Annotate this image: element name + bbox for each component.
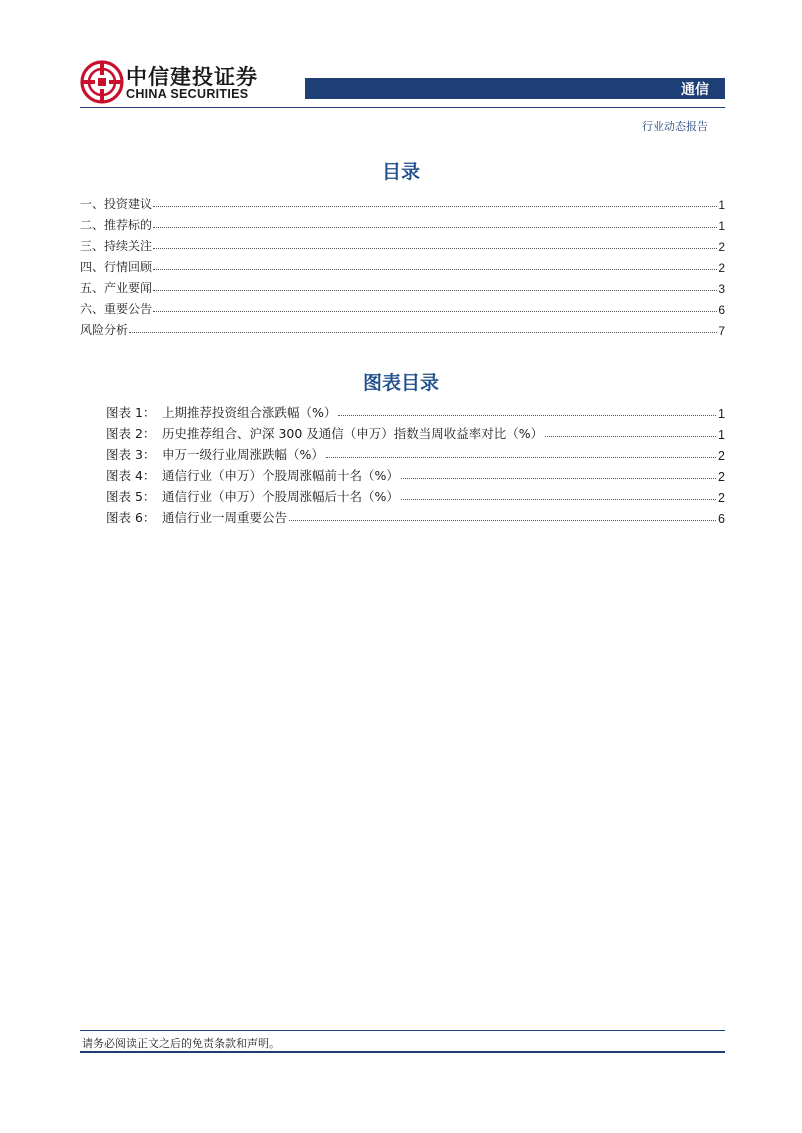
dot-leader	[153, 290, 717, 291]
figure-text: 历史推荐组合、沪深 300 及通信（申万）指数当周收益率对比（%）	[162, 426, 544, 441]
table-of-contents	[80, 191, 725, 338]
dot-leader	[401, 499, 716, 500]
china-securities-logo-icon	[80, 60, 124, 104]
figure-text: 通信行业（申万）个股周涨幅前十名（%）	[162, 468, 399, 483]
figure-page: 6	[718, 512, 725, 526]
dot-leader	[326, 457, 716, 458]
page-header	[0, 0, 802, 140]
figure-page: 2	[718, 449, 725, 463]
toc-item-text: 二、推荐标的	[80, 218, 153, 232]
toc-item[interactable]	[80, 275, 725, 296]
brand-name-en: CHINA SECURITIES	[126, 87, 249, 101]
dot-leader	[153, 206, 717, 207]
dot-leader	[545, 436, 716, 437]
brand-name-cn: 中信建投证券	[126, 65, 258, 89]
figure-item[interactable]	[106, 400, 725, 421]
dot-leader	[153, 227, 717, 228]
figure-item[interactable]	[106, 442, 725, 463]
figure-item[interactable]	[106, 463, 725, 484]
figure-page: 2	[718, 491, 725, 505]
figure-text: 申万一级行业周涨跌幅（%）	[162, 447, 324, 462]
toc-item-page: 2	[718, 240, 725, 254]
figure-page: 1	[718, 407, 725, 421]
figure-text: 通信行业一周重要公告	[162, 510, 288, 525]
footer-divider-bottom	[80, 1051, 725, 1053]
dot-leader	[401, 478, 716, 479]
section-banner	[305, 78, 725, 99]
figure-label: 图表 6：	[106, 510, 156, 525]
figure-item[interactable]	[106, 421, 725, 442]
report-type: 行业动态报告	[642, 120, 708, 133]
dot-leader	[129, 332, 717, 333]
figure-text: 通信行业（申万）个股周涨幅后十名（%）	[162, 489, 399, 504]
toc-item-text: 五、产业要闻	[80, 281, 153, 295]
footer-divider-top	[80, 1030, 725, 1031]
toc-item[interactable]	[80, 317, 725, 338]
dot-leader	[153, 311, 717, 312]
header-divider	[80, 107, 725, 108]
toc-item-text: 一、投资建议	[80, 197, 153, 211]
figure-page: 1	[718, 428, 725, 442]
dot-leader	[153, 269, 717, 270]
section-label: 通信	[681, 82, 709, 98]
figure-item[interactable]	[106, 505, 725, 526]
toc-item-text: 六、重要公告	[80, 302, 153, 316]
toc-item-page: 1	[718, 198, 725, 212]
figure-text: 上期推荐投资组合涨跌幅（%）	[162, 405, 337, 420]
figure-label: 图表 2：	[106, 426, 156, 441]
figure-item[interactable]	[106, 484, 725, 505]
dot-leader	[289, 520, 716, 521]
figure-label: 图表 5：	[106, 489, 156, 504]
figure-label: 图表 4：	[106, 468, 156, 483]
dot-leader	[153, 248, 717, 249]
figure-list	[106, 400, 725, 526]
toc-item-page: 3	[718, 282, 725, 296]
toc-item-text: 三、持续关注	[80, 239, 153, 253]
figure-page: 2	[718, 470, 725, 484]
toc-item-page: 2	[718, 261, 725, 275]
toc-item[interactable]	[80, 191, 725, 212]
figure-label: 图表 1：	[106, 405, 156, 420]
toc-item-page: 6	[718, 303, 725, 317]
footer-disclaimer: 请务必阅读正文之后的免责条款和声明。	[82, 1037, 280, 1050]
toc-item-text: 四、行情回顾	[80, 260, 153, 274]
toc-item[interactable]	[80, 296, 725, 317]
dot-leader	[338, 415, 716, 416]
toc-item-text: 风险分析	[80, 323, 129, 337]
toc-item-page: 7	[718, 324, 725, 338]
toc-title: 目录	[381, 161, 420, 183]
toc-item[interactable]	[80, 254, 725, 275]
figure-label: 图表 3：	[106, 447, 156, 462]
toc-item[interactable]	[80, 212, 725, 233]
toc-item-page: 1	[718, 219, 725, 233]
toc-item[interactable]	[80, 233, 725, 254]
figure-list-title: 图表目录	[362, 372, 439, 394]
